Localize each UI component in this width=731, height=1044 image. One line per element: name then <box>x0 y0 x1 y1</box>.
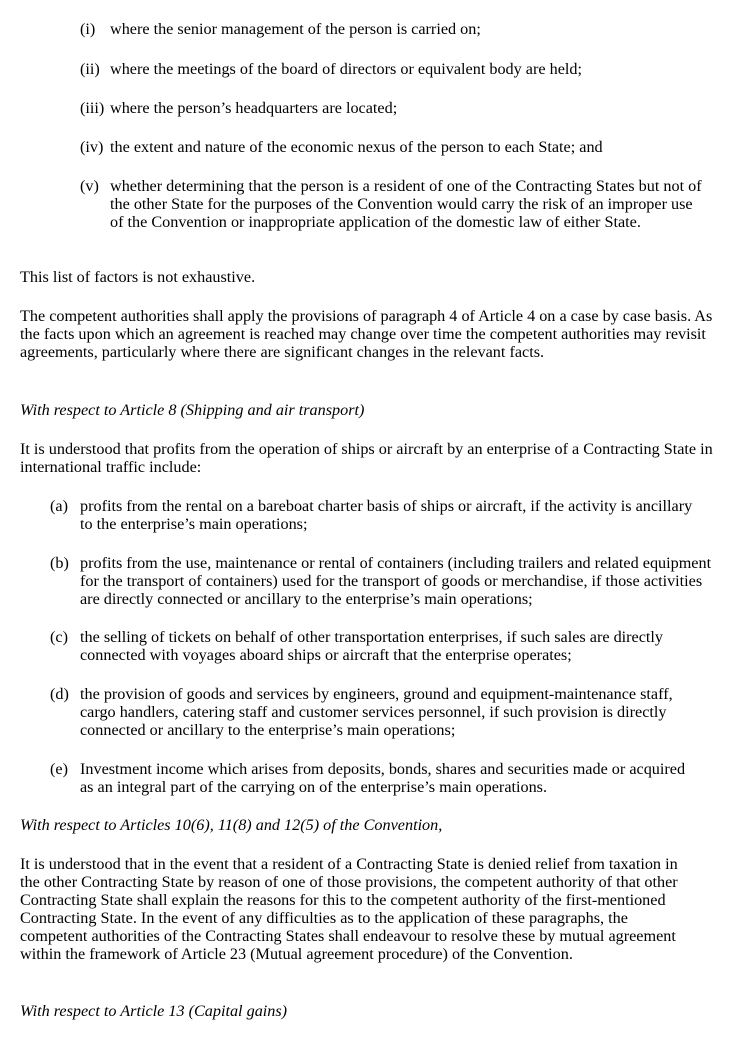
list-item-text: whether determining that the person is a resident of one of the Contracting States but not of the other State for the purposes of the Convention would carry the risk of an improper use of the Convention or inappropriate application of the domestic law of either State. <box>110 177 702 231</box>
list-item-d <box>50 685 720 739</box>
list-item-text: where the senior management of the person is carried on; <box>110 20 481 38</box>
list-item-i <box>80 20 720 38</box>
article-8-heading: With respect to Article 8 (Shipping and air transport) <box>20 401 365 419</box>
list-item-text: where the meetings of the board of directors or equivalent body are held; <box>110 60 582 78</box>
case-by-case-paragraph: The competent authorities shall apply the provisions of paragraph 4 of Article 4 on a case by case basis. As the facts upon which an agreement is reached may change over time the competent authorities may revisit agreements, particularly where there are significant changes in the relevant facts. <box>20 307 713 361</box>
articles-10-11-12-heading: With respect to Articles 10(6), 11(8) and 12(5) of the Convention, <box>20 816 443 834</box>
list-item-e <box>50 760 720 796</box>
list-item-c <box>50 628 720 664</box>
list-item-v <box>80 177 720 231</box>
list-item-label: (v) <box>80 177 99 195</box>
list-item-text: the selling of tickets on behalf of other transportation enterprises, if such sales are directly connected with voyages aboard ships or aircraft that the enterprise operates; <box>80 628 664 664</box>
list-item-text: profits from the use, maintenance or rental of containers (including trailers and related equipment for the transport of containers) used for the transport of goods or merchandise, if those activities are directly connected or ancillary to the enterprise’s main operations; <box>80 554 712 608</box>
list-item-label: (iii) <box>80 99 105 117</box>
article-8-intro: It is understood that profits from the operation of ships or aircraft by an enterprise of a Contracting State in international traffic include: <box>20 440 713 476</box>
list-item-label: (b) <box>50 554 69 572</box>
list-item-label: (d) <box>50 685 69 703</box>
article-13-heading: With respect to Article 13 (Capital gains) <box>20 1002 288 1020</box>
list-item-a <box>50 497 720 533</box>
not-exhaustive-paragraph: This list of factors is not exhaustive. <box>20 268 256 286</box>
list-item-label: (iv) <box>80 138 104 156</box>
list-item-b <box>50 554 720 608</box>
list-item-label: (e) <box>50 760 68 778</box>
list-item-text: profits from the rental on a bareboat charter basis of ships or aircraft, if the activity is ancillary to the enterprise’s main operations; <box>80 497 693 533</box>
articles-10-11-12-paragraph: It is understood that in the event that a resident of a Contracting State is denied relief from taxation in the other Contracting State by reason of one of those provisions, the competent authority of that other Contracting State shall explain the reasons for this to the competent authority of the first-mentioned Contracting State. In the event of any difficulties as to the application of these paragraphs, the competent authorities of the Contracting States shall endeavour to resolve these by mutual agreement within the framework of Article 23 (Mutual agreement procedure) of the Convention. <box>20 855 678 963</box>
list-item-text: the provision of goods and services by engineers, ground and equipment-maintenance staff, cargo handlers, catering staff and customer services personnel, if such provision is directly connected or ancillary to the enterprise’s main operations; <box>80 685 673 739</box>
list-item-iii <box>80 99 720 117</box>
list-item-label: (i) <box>80 20 96 38</box>
list-item-text: where the person’s headquarters are located; <box>110 99 398 117</box>
list-item-text: Investment income which arises from deposits, bonds, shares and securities made or acquired as an integral part of the carrying on of the enterprise’s main operations. <box>80 760 686 796</box>
list-item-label: (c) <box>50 628 68 646</box>
list-item-text: the extent and nature of the economic nexus of the person to each State; and <box>110 138 603 156</box>
list-item-iv <box>80 138 720 156</box>
list-item-label: (ii) <box>80 60 100 78</box>
list-item-label: (a) <box>50 497 68 515</box>
list-item-ii <box>80 60 720 78</box>
